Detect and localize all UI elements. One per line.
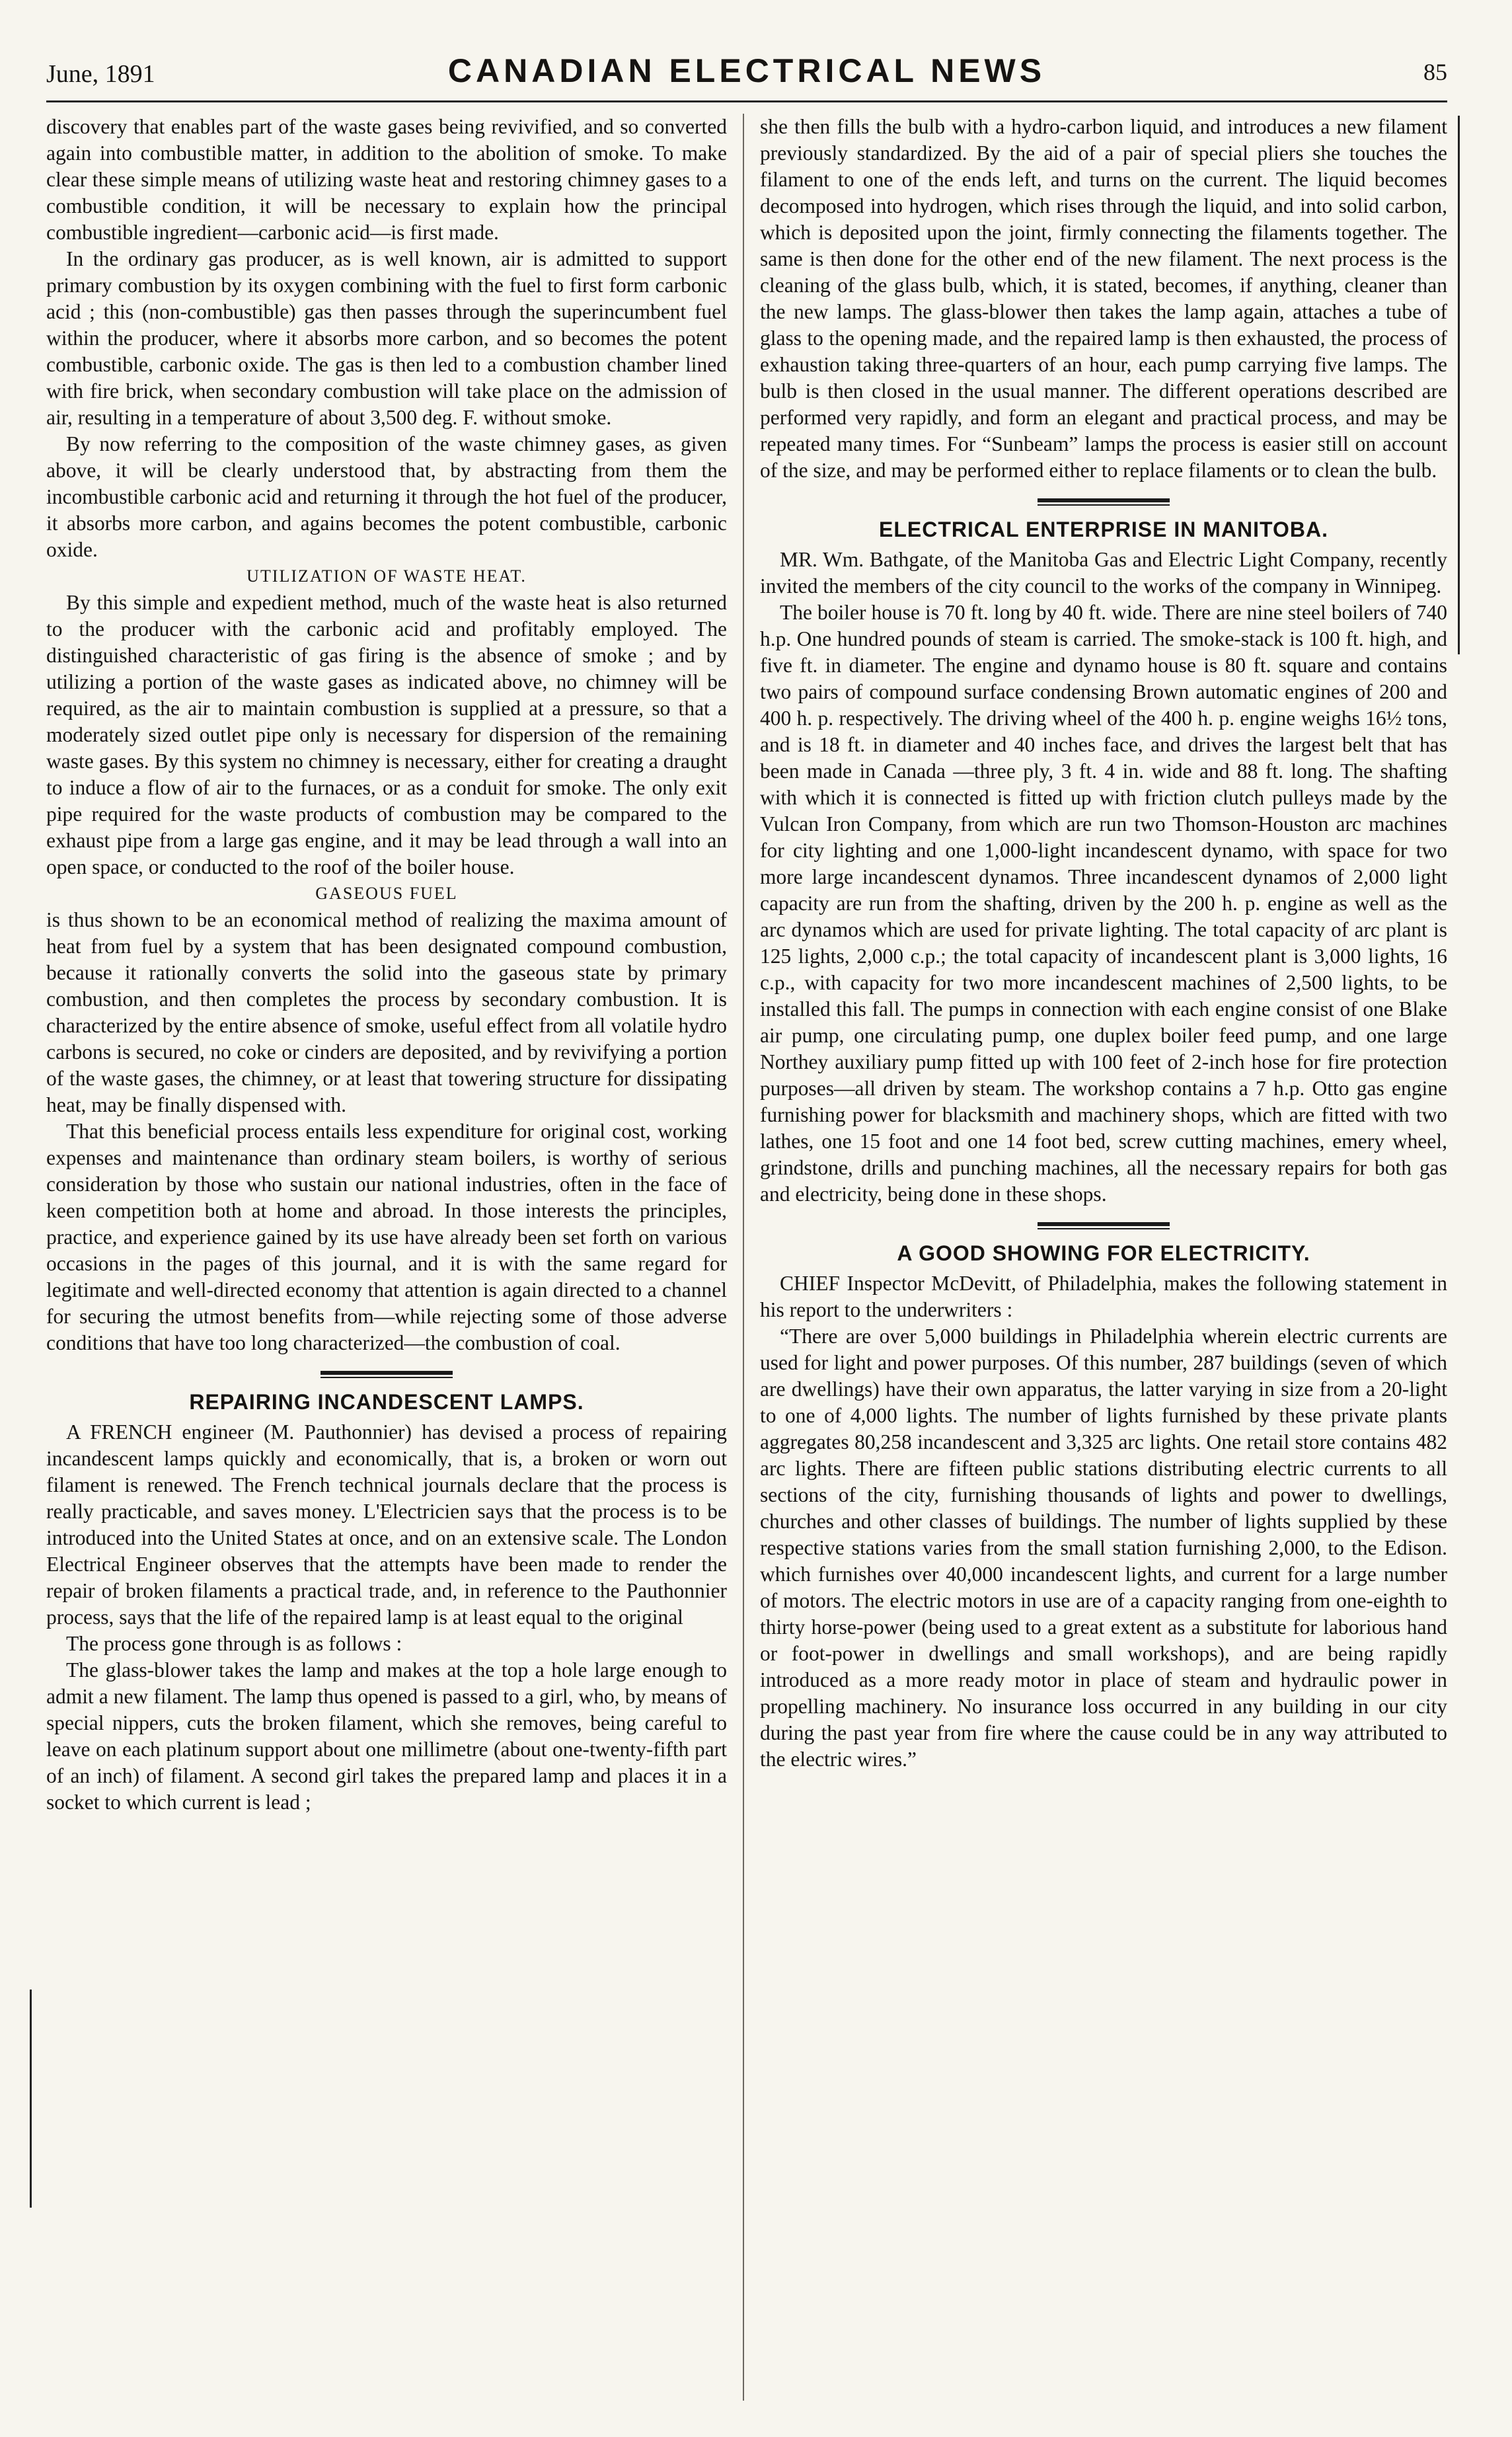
paragraph: By now referring to the composition of the waste chimney gases, as given above, it will be clearly understood that, by abstracting from them the incombustible carbonic acid and returning it through the hot fuel of the producer, it absorbs more carbon, and agains becomes the potent combustible, carbonic oxide.: [46, 432, 727, 561]
paragraph: A FRENCH engineer (M. Pauthonnier) has devised a process of repairing incandescent lamps quickly and economically, that is, a broken or worn out filament is renewed. The French technical journals declare that the process is really practicable, and saves money. L'Electricien says that the process is to be introduced into the United States at once, and on an extensive scale. The London Electrical Engineer observes that the attempts have been made to render the repair of broken filaments a practical trade, and, in reference to the Pauthonnier process, says that the life of the repaired lamp is at least equal to the original: [46, 1420, 727, 1629]
paragraph: is thus shown to be an economical method of realizing the maxima amount of heat from fuel by a system that has been designated compound combustion, because it rationally converts the solid into the gaseous state by primary combustion, and then completes the process by secondary combustion. It is characterized by the entire absence of smoke, useful effect from all volatile hydro carbons is secured, no coke or cinders are deposited, and by revivifying a portion of the waste gases, the chimney, or at least that towering structure for dissipating heat, may be finally dispensed with.: [46, 908, 727, 1116]
paragraph: she then fills the bulb with a hydro-carbon liquid, and introduces a new filament previously standardized. By the aid of a pair of special pliers she touches the filament to one of the ends left, and turns on the current. The liquid becomes decomposed into hydrogen, which rises through the liquid, and into solid carbon, which is deposited upon the joint, firmly connecting the filaments together. The same is then done for the other end of the new filament. The next process is the cleaning of the glass bulb, which, it is stated, becomes, if anything, cleaner than the new lamps. The glass-blower then takes the lamp again, attaches a tube of glass to the opening made, and the repaired lamp is then exhausted, the process of exhaustion taking three-quarters of an hour, each pump carrying five lamps. The bulb is then closed in the usual manner. The different operations described are performed very rapidly, and form an elegant and practical process, and may be repeated many times. For “Sunbeam” lamps the process is easier still on account of the size, and may be performed either to replace filaments or to clean the bulb.: [760, 115, 1447, 482]
paragraph: That this beneficial process entails less expenditure for original cost, working expenses and maintenance than ordinary steam boilers, is worthy of serious consideration by those who sustain our national industries, often in the face of keen competition both at home and abroad. In those interests the principles, practice, and experience gained by its use have already been set forth on various occasions in the pages of this journal, and it is with the same regard for legitimate and well-directed economy that attention is again directed to a channel for securing the utmost benefits from—while rejecting some of those adverse conditions that have too long characterized—the combustion of coal.: [46, 1120, 727, 1354]
section-separator: [1038, 1222, 1170, 1229]
article-headline: REPAIRING INCANDESCENT LAMPS.: [189, 1390, 584, 1414]
header-rule: [46, 100, 1447, 102]
paragraph: In the ordinary gas producer, as is well known, air is admitted to support primary combustion by its oxygen combining with the fuel to first form carbonic acid ; this (non-combustible) gas then passes through the superincumbent fuel within the producer, where it absorbs more carbon, and so becomes the potent combustible, carbonic oxide. The gas is then led to a combustion chamber lined with fire brick, when secondary combustion will take place on the admission of air, resulting in a temperature of about 3,500 deg. F. without smoke.: [46, 247, 727, 429]
margin-bracket-line: [30, 1990, 32, 2208]
margin-bracket-line: [1458, 116, 1460, 654]
paragraph: The process gone through is as follows :: [66, 1632, 402, 1655]
section-separator: [321, 1371, 453, 1378]
paragraph: By this simple and expedient method, much of the waste heat is also returned to the producer with the carbonic acid and profitably employed. The distinguished characteristic of gas firing is the absence of smoke ; and by utilizing a portion of the waste gases as indicated above, no chimney will be required, as the air to maintain combustion is supplied at a pressure, so that a moderately sized outlet pipe only is necessary for dispersion of the remaining waste gases. By this system no chimney is necessary, either for creating a draught to induce a flow of air to the furnaces, or as a conduit for smoke. The only exit pipe required for the waste products of combustion may be compared to the exhaust pipe from a large gas engine, and it may be lead through a wall into an open space, or conducted to the roof of the boiler house.: [46, 591, 727, 878]
paragraph: MR. Wm. Bathgate, of the Manitoba Gas and Electric Light Company, recently invited the members of the city council to the works of the company in Winnipeg.: [760, 548, 1447, 598]
page-header: [46, 52, 1447, 93]
paragraph: “There are over 5,000 buildings in Philadelphia wherein electric currents are used for light and power purposes. Of this number, 287 buildings (seven of which are dwellings) have their own apparatus, the latter varying in size from a 20-light to one of 4,000 lights. The number of lights furnished by these private plants aggregates 80,258 incandescent and 3,325 arc lights. One retail store contains 482 arc lights. There are fifteen public stations distributing electric currents to all sections of the city, furnishing thousands of lights and power to dwellings, churches and other classes of buildings. The number of lights supplied by these respective stations varies from the small station furnishing 2,000, to the Edison. which furnishes over 40,000 incandescent lights, and current for a large number of motors. The electric motors in use are of a capacity ranging from one-eighth to thirty horse-power (being used to a great extent as a substitute for laborious hand or foot-power in dwellings and small workshops), and are being rapidly introduced as a more ready motor in place of steam and hydraulic power in propelling machinery. No insurance loss occurred in any building in our city during the past year from fire where the cause could be in any way attributed to the electric wires.”: [760, 1325, 1447, 1771]
right-column: [760, 114, 1447, 2407]
paragraph: The glass-blower takes the lamp and makes at the top a hole large enough to admit a new filament. The lamp thus opened is passed to a girl, who, by means of special nippers, cuts the broken filament, which she removes, being careful to leave on each platinum support about one millimetre (about one-twenty-fifth part of an inch) of filament. A second girl takes the prepared lamp and places it in a socket to which current is lead ;: [46, 1658, 727, 1814]
section-subhead: GASEOUS FUEL: [315, 884, 458, 903]
article-headline: ELECTRICAL ENTERPRISE IN MANITOBA.: [879, 518, 1328, 541]
paragraph: The boiler house is 70 ft. long by 40 ft. wide. There are nine steel boilers of 740 h.p. One hundred pounds of steam is carried. The smoke-stack is 100 ft. high, and five ft. in diameter. The engine and dynamo house is 80 ft. square and contains two pairs of compound surface condensing Brown automatic engines of 200 and 400 h. p. respectively. The driving wheel of the 400 h. p. engine weighs 16½ tons, and is 18 ft. in diameter and 40 inches face, and drives the largest belt that has been made in Canada —three ply, 3 ft. 4 in. wide and 88 ft. long. The shafting with which it is connected is fitted up with friction clutch pulleys made by the Vulcan Iron Company, from which are run two Thomson-Houston arc machines for city lighting and one 1,000-light incandescent dynamo, with space for two more large incandescent dynamos. Three incandescent dynamos of 2,000 light capacity are run from the shafting, driven by the 200 h. p. engine as well as the arc dynamos which are used for private lighting. The total capacity of arc plant is 125 lights, 2,000 c.p.; the total capacity of incandescent plant is 3,000 lights, 16 c.p., with capacity for two more incandescent machines of 2,500 lights, to be installed this fall. The pumps in connection with each engine consist of one Blake air pump, one circulating pump, one duplex boiler feed pump, and one large Northey auxiliary pump fitted up with 100 feet of 2-inch hose for fire protection purposes—all driven by steam. The workshop contains a 7 h.p. Otto gas engine furnishing power for blacksmith and machinery shops, which are fitted with two lathes, one 15 foot and one 14 foot bed, screw cutting machines, emery wheel, grindstone, drills and punching machines, all the necessary repairs for both gas and electricity, being done in these shops.: [760, 601, 1447, 1206]
article-headline: A GOOD SHOWING FOR ELECTRICITY.: [897, 1241, 1310, 1265]
paragraph: CHIEF Inspector McDevitt, of Philadelphia, makes the following statement in his report to the underwriters :: [760, 1272, 1447, 1321]
left-column: [46, 114, 727, 2407]
section-subhead: UTILIZATION OF WASTE HEAT.: [246, 566, 527, 586]
paragraph: discovery that enables part of the waste gases being revivified, and so converted again into combustible matter, in addition to the abolition of smoke. To make clear these simple means of utilizing waste heat and restoring chimney gases to a combustible condition, it will be necessary to explain how the principal combustible ingredient—carbonic acid—is first made.: [46, 115, 727, 244]
section-separator: [1038, 498, 1170, 506]
issue-date: June, 1891: [46, 60, 155, 88]
masthead: CANADIAN ELECTRICAL NEWS: [447, 52, 1046, 89]
page-number: 85: [1423, 59, 1447, 85]
column-divider: [743, 114, 744, 2401]
